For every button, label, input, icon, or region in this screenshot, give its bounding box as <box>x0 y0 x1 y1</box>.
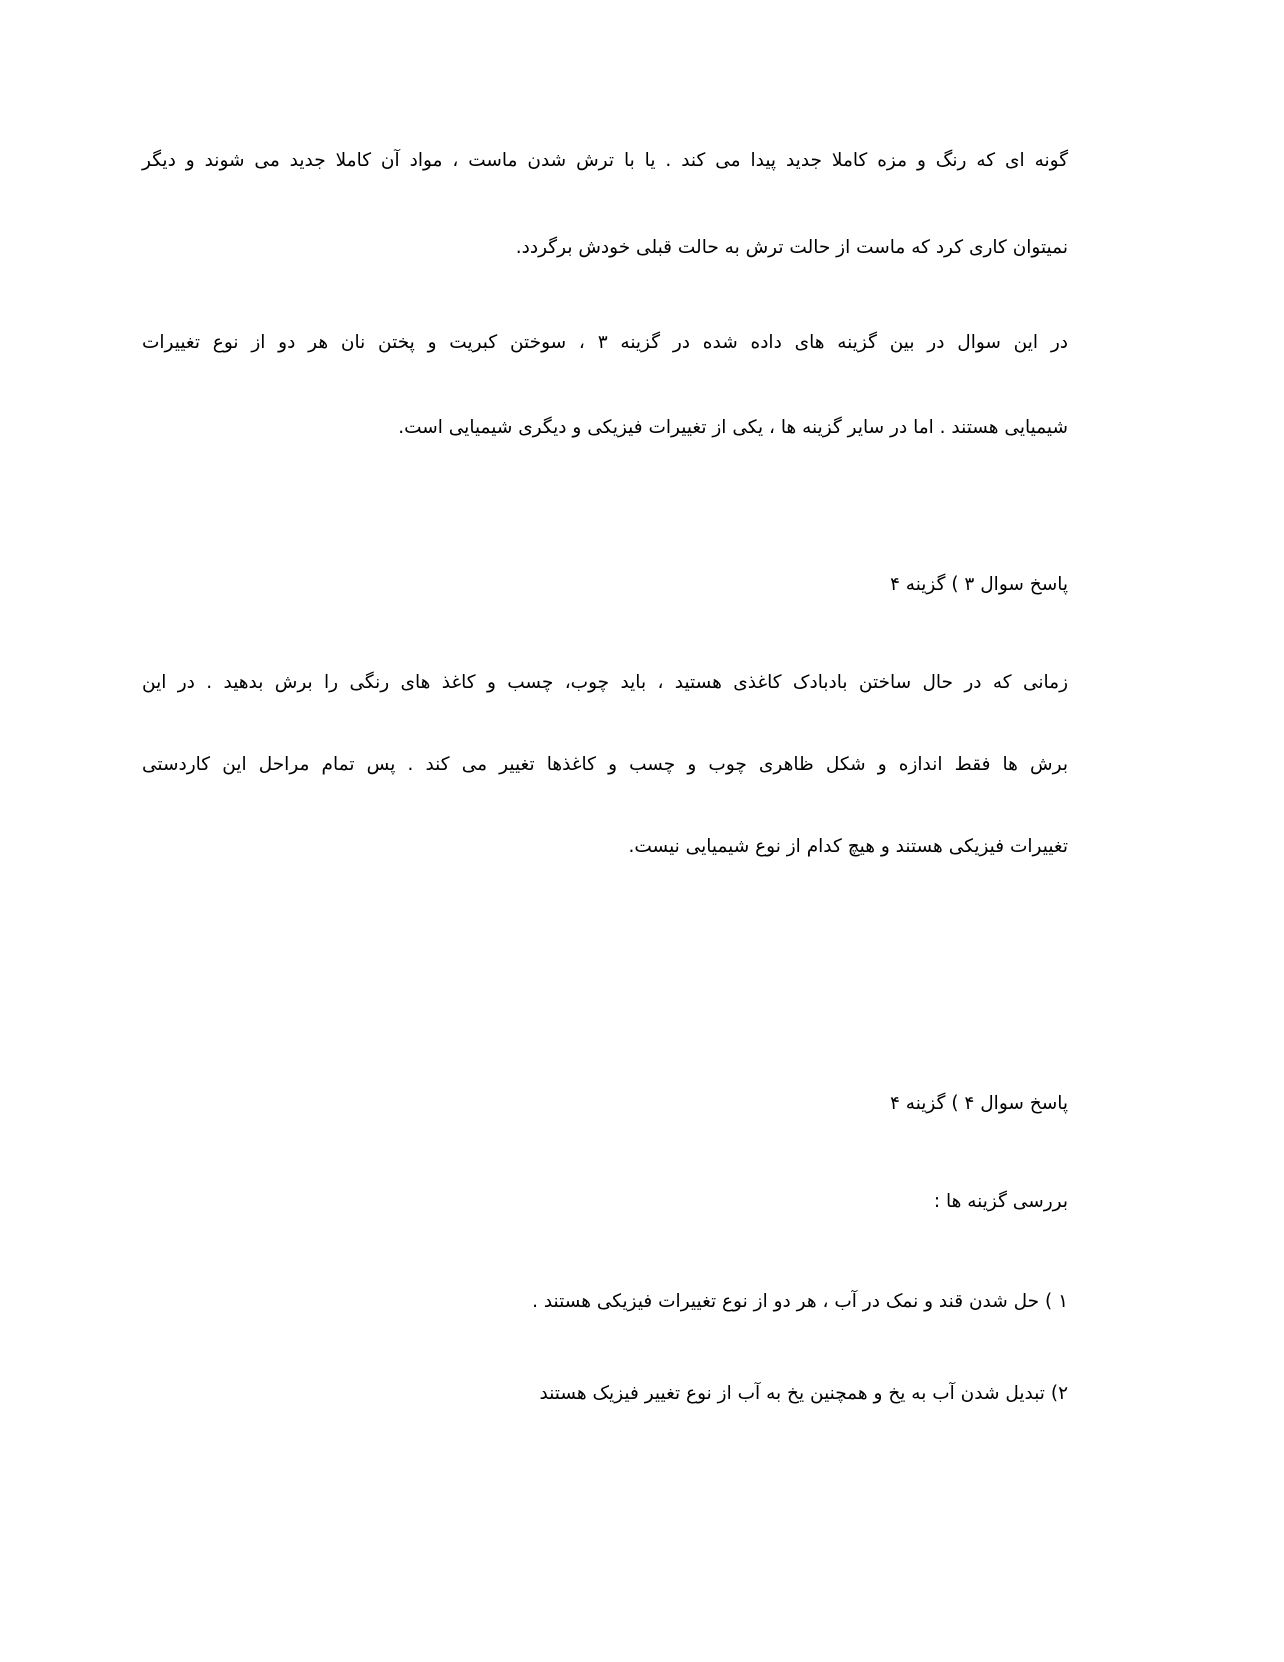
answer-heading-4: پاسخ سوال ۴ ) گزینه ۴ <box>889 1093 1068 1114</box>
option-1-text: ۱ ) حل شدن قند و نمک در آب ، هر دو از نوع تغییرات فیزیکی هستند . <box>532 1291 1068 1312</box>
paragraph-line: در این سوال در بین گزینه های داده شده در گزینه ۳ ، سوختن کبریت و پختن نان هر دو از نوع تغییرات <box>142 332 1068 353</box>
paragraph-line: برش ها فقط اندازه و شکل ظاهری چوب و چسب و کاغذها تغییر می کند . پس تمام مراحل این کاردستی <box>142 754 1068 775</box>
paragraph-line: شیمیایی هستند . اما در سایر گزینه ها ، یکی از تغییرات فیزیکی و دیگری شیمیایی است. <box>398 417 1068 438</box>
paragraph-line: گونه ای که رنگ و مزه کاملا جدید پیدا می کند . یا با ترش شدن ماست ، مواد آن کاملا جدید می شوند و دیگر <box>142 150 1068 171</box>
paragraph-line: تغییرات فیزیکی هستند و هیچ کدام از نوع شیمیایی نیست. <box>628 836 1068 857</box>
option-2-text: ۲) تبدیل شدن آب به یخ و همچنین یخ به آب از نوع تغییر فیزیک هستند <box>539 1383 1068 1404</box>
options-review-heading: بررسی گزینه ها : <box>933 1191 1068 1212</box>
answer-heading-3: پاسخ سوال ۳ ) گزینه ۴ <box>889 574 1068 595</box>
paragraph-line: نمیتوان کاری کرد که ماست از حالت ترش به حالت قبلی خودش برگردد. <box>515 237 1068 258</box>
paragraph-line: زمانی که در حال ساختن بادبادک کاغذی هستید ، باید چوب، چسب و کاغذ های رنگی را برش بدهید . در این <box>142 672 1068 693</box>
